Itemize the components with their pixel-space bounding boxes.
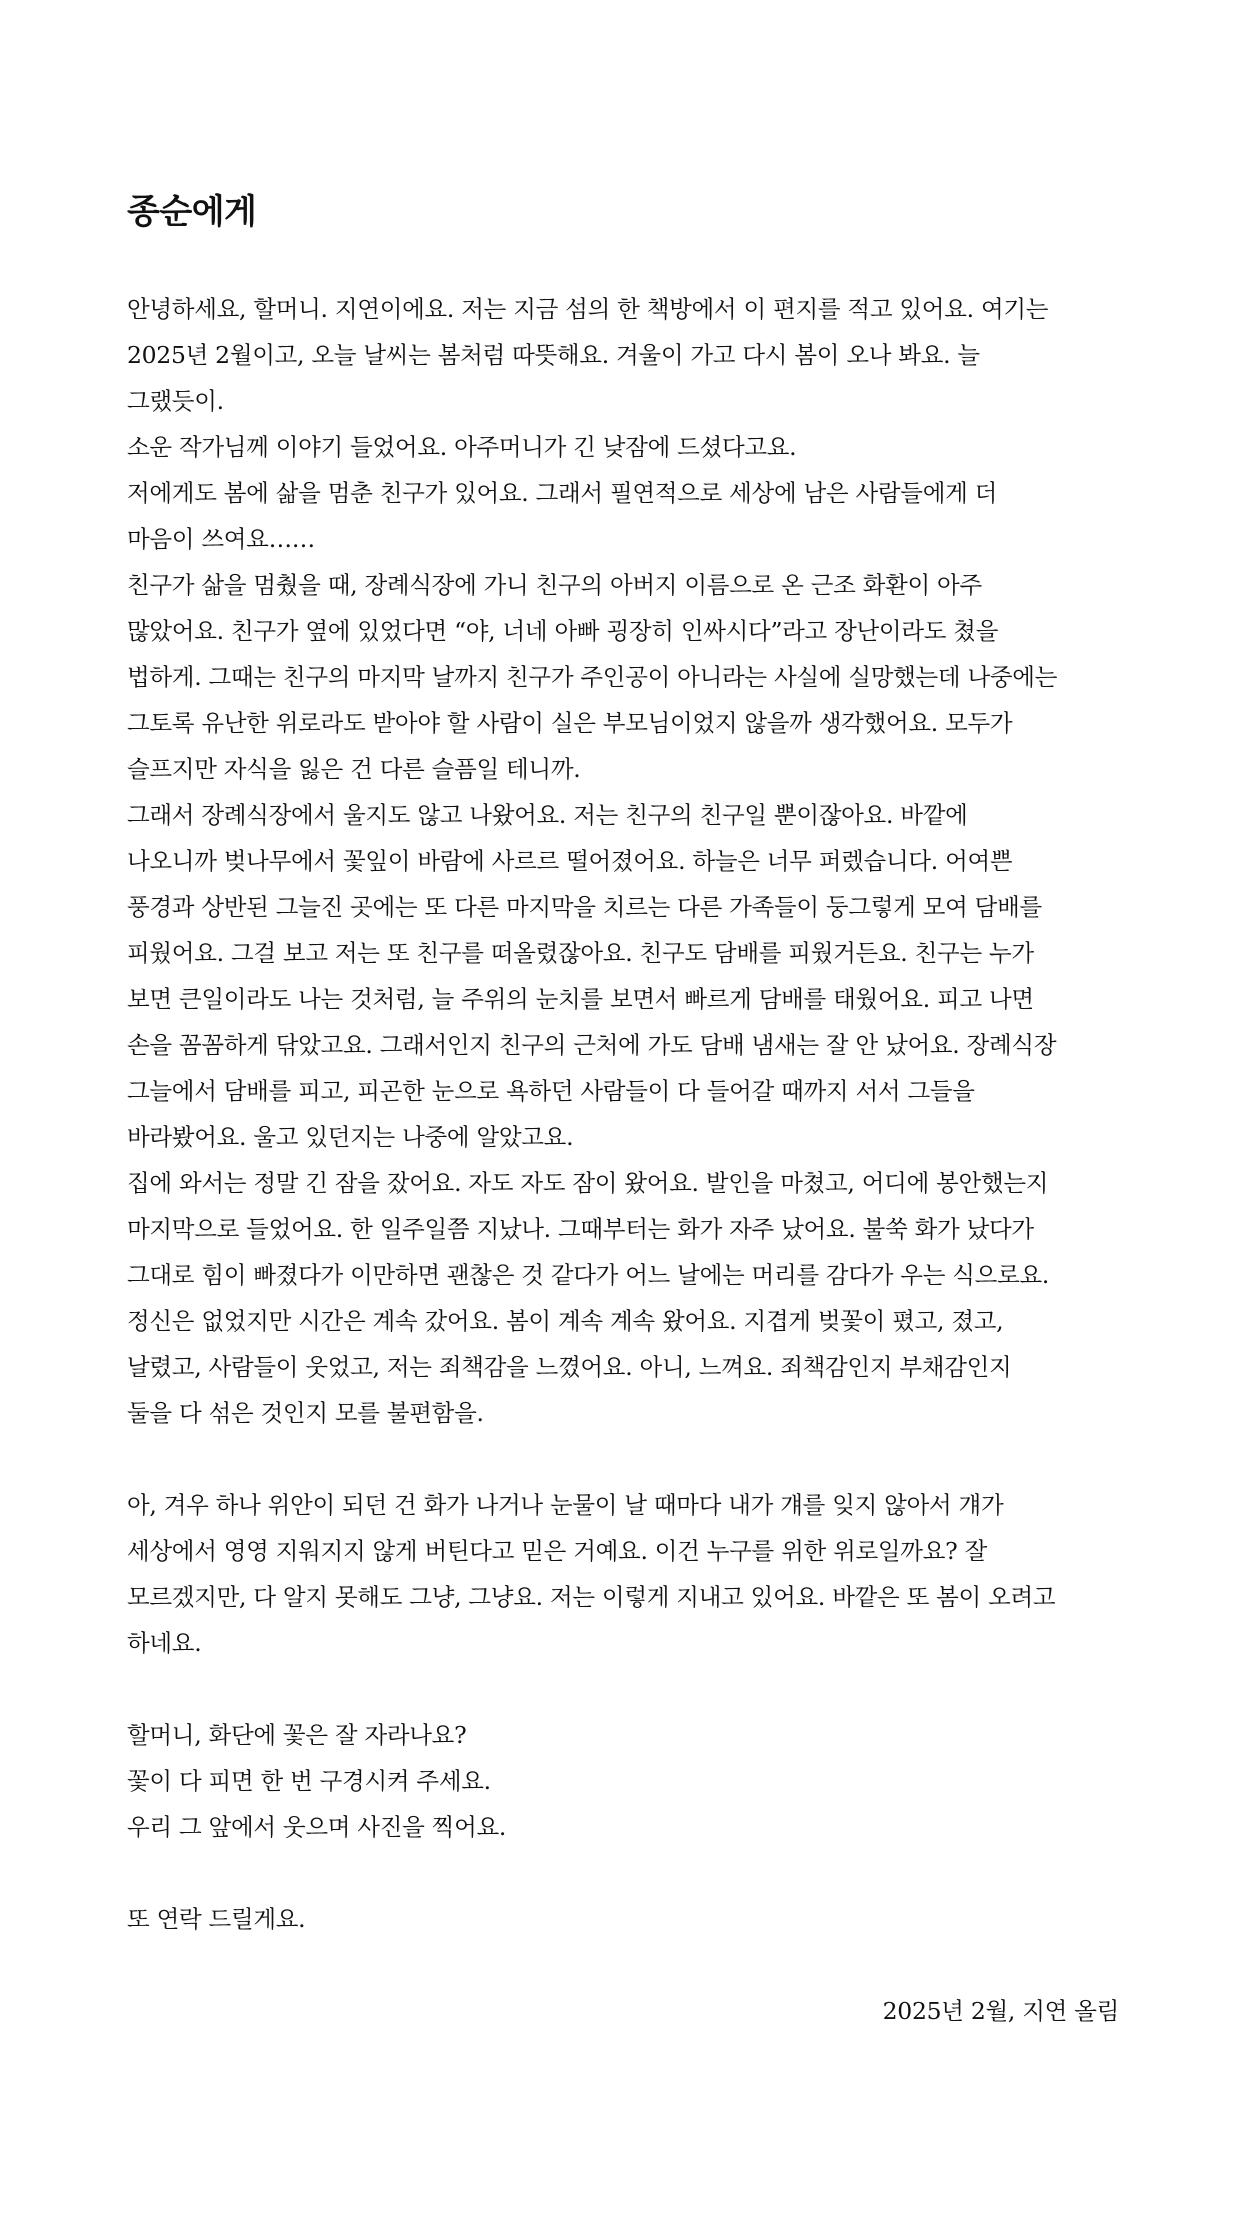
text-line: 저에게도 봄에 삶을 멈춘 친구가 있어요. 그래서 필연적으로 세상에 남은 사람들에게 더 xyxy=(127,479,998,507)
paragraph-2 xyxy=(127,1482,1119,1666)
text-line: 그래서 장례식장에서 울지도 않고 나왔어요. 저는 친구의 친구일 뿐이잖아요. 바깥에 xyxy=(127,801,968,829)
text-line: 그대로 힘이 빠졌다가 이만하면 괜찮은 것 같다가 어느 날에는 머리를 감다가 우는 식으로요. xyxy=(127,1261,1050,1289)
paragraph-spacer xyxy=(127,1666,1119,1712)
text-line: 그늘에서 담배를 피고, 피곤한 눈으로 욕하던 사람들이 다 들어갈 때까지 서서 그들을 xyxy=(127,1077,975,1105)
text-line: 세상에서 영영 지워지지 않게 버틴다고 믿은 거예요. 이건 누구를 위한 위로일까요? 잘 xyxy=(127,1537,987,1565)
text-line: 마음이 쓰여요…… xyxy=(127,525,315,553)
text-line: 모르겠지만, 다 알지 못해도 그냥, 그냥요. 저는 이렇게 지내고 있어요. 바깥은 또 봄이 오려고 xyxy=(127,1583,1056,1611)
paragraph-1 xyxy=(127,286,1119,1436)
text-line: 집에 와서는 정말 긴 잠을 잤어요. 자도 자도 잠이 왔어요. 발인을 마쳤고, 어디에 봉안했는지 xyxy=(127,1169,1049,1197)
paragraph-3 xyxy=(127,1712,1119,1850)
text-line: 그토록 유난한 위로라도 받아야 할 사람이 실은 부모님이었지 않을까 생각했어요. 모두가 xyxy=(127,709,1013,737)
text-line: 친구가 삶을 멈췄을 때, 장례식장에 가니 친구의 아버지 이름으로 온 근조 화환이 아주 xyxy=(127,571,982,599)
text-line: 2025년 2월이고, 오늘 날씨는 봄처럼 따뜻해요. 겨울이 가고 다시 봄이 오나 봐요. 늘 xyxy=(127,341,980,369)
text-line: 손을 꼼꼼하게 닦았고요. 그래서인지 친구의 근처에 가도 담배 냄새는 잘 안 났어요. 장례식장 xyxy=(127,1031,1057,1059)
text-line: 정신은 없었지만 시간은 계속 갔어요. 봄이 계속 계속 왔어요. 지겹게 벚꽃이 폈고, 졌고, xyxy=(127,1307,1004,1335)
text-line: 풍경과 상반된 그늘진 곳에는 또 다른 마지막을 치르는 다른 가족들이 둥그렇게 모여 담배를 xyxy=(127,893,1042,921)
text-line: 바라봤어요. 울고 있던지는 나중에 알았고요. xyxy=(127,1123,574,1151)
text-line: 안녕하세요, 할머니. 지연이에요. 저는 지금 섬의 한 책방에서 이 편지를 적고 있어요. 여기는 xyxy=(127,295,1049,323)
text-line: 슬프지만 자식을 잃은 건 다른 슬픔일 테니까. xyxy=(127,755,581,783)
text-line: 법하게. 그때는 친구의 마지막 날까지 친구가 주인공이 아니라는 사실에 실망했는데 나중에는 xyxy=(127,663,1058,691)
signature: 2025년 2월, 지연 올림 xyxy=(882,1997,1119,2025)
text-line: 아, 겨우 하나 위안이 되던 건 화가 나거나 눈물이 날 때마다 내가 걔를 잊지 않아서 걔가 xyxy=(127,1491,1004,1519)
letter-title: 종순에게 xyxy=(127,192,257,232)
text-line: 피웠어요. 그걸 보고 저는 또 친구를 떠올렸잖아요. 친구도 담배를 피웠거든요. 친구는 누가 xyxy=(127,939,1034,967)
paragraph-spacer xyxy=(127,1850,1119,1896)
paragraph-spacer xyxy=(127,1436,1119,1482)
text-line: 마지막으로 들었어요. 한 일주일쯤 지났나. 그때부터는 화가 자주 났어요. 불쑥 화가 났다가 xyxy=(127,1215,1034,1243)
text-line: 나오니까 벚나무에서 꽃잎이 바람에 사르르 떨어졌어요. 하늘은 너무 퍼렜습니다. 어여쁜 xyxy=(127,847,1013,875)
text-line: 하네요. xyxy=(127,1629,202,1657)
text-line: 보면 큰일이라도 나는 것처럼, 늘 주위의 눈치를 보면서 빠르게 담배를 태웠어요. 피고 나면 xyxy=(127,985,1034,1013)
text-line: 날렸고, 사람들이 웃었고, 저는 죄책감을 느꼈어요. 아니, 느껴요. 죄책감인지 부채감인지 xyxy=(127,1353,1012,1381)
letter-body xyxy=(127,286,1119,1942)
text-line: 그랬듯이. xyxy=(127,387,224,415)
text-line: 우리 그 앞에서 웃으며 사진을 찍어요. xyxy=(127,1813,507,1841)
text-line: 꽃이 다 피면 한 번 구경시켜 주세요. xyxy=(127,1767,491,1795)
closing-line: 또 연락 드릴게요. xyxy=(127,1905,306,1933)
text-line: 둘을 다 섞은 것인지 모를 불편함을. xyxy=(127,1399,484,1427)
text-line: 할머니, 화단에 꽃은 잘 자라나요? xyxy=(127,1721,467,1749)
text-line: 많았어요. 친구가 옆에 있었다면 “야, 너네 아빠 굉장히 인싸시다”라고 장난이라도 쳤을 xyxy=(127,617,999,645)
text-line: 소운 작가님께 이야기 들었어요. 아주머니가 긴 낮잠에 드셨다고요. xyxy=(127,433,797,461)
